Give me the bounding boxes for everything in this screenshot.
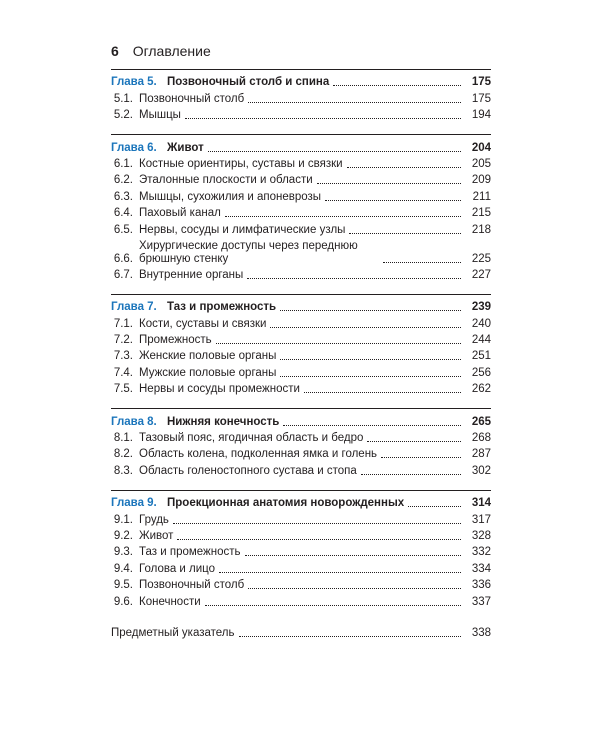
dot-leader (247, 278, 461, 279)
section-title: Промежность (139, 334, 212, 347)
page-number: 215 (471, 207, 491, 220)
dot-leader (216, 343, 461, 344)
section-number: 6.7. (113, 268, 133, 281)
section-title: Хирургические доступы через переднюю брюшную стенку (139, 239, 358, 265)
dot-leader (205, 605, 461, 606)
dot-leader (381, 457, 461, 458)
section-number: 7.2. (113, 334, 133, 347)
section-number: 6.2. (113, 174, 133, 187)
page-number: 225 (471, 252, 491, 265)
page-title: Оглавление (132, 43, 211, 59)
page-number: 265 (471, 415, 491, 428)
dot-leader (325, 200, 461, 201)
section-title: Кости, суставы и связки (139, 317, 267, 330)
section-title: Женские половые органы (139, 350, 277, 363)
section-number: 6.1. (113, 157, 133, 170)
section-entry[interactable] (111, 559, 491, 575)
section-title: Внутренние органы (139, 268, 244, 281)
section-number: 9.4. (113, 562, 133, 575)
chapter-label: Глава 9. (111, 497, 157, 510)
chapter-heading[interactable] (111, 494, 491, 510)
table-of-contents (111, 69, 491, 640)
section-entry[interactable] (111, 347, 491, 363)
section-title: Паховый канал (139, 207, 221, 220)
chapter-block (111, 490, 491, 609)
section-number: 9.5. (113, 579, 133, 592)
chapter-label: Глава 7. (111, 301, 157, 314)
chapter-label: Глава 6. (111, 141, 157, 154)
dot-leader (239, 636, 461, 637)
section-number: 6.5. (113, 223, 133, 236)
section-entry[interactable] (111, 266, 491, 282)
section-entry[interactable] (111, 89, 491, 105)
section-number: 7.4. (113, 366, 133, 379)
section-entry[interactable] (111, 527, 491, 543)
dot-leader (349, 233, 461, 234)
dot-leader (245, 555, 461, 556)
chapter-block (111, 69, 491, 122)
section-title: Нервы и сосуды промежности (139, 383, 300, 396)
dot-leader (333, 85, 461, 86)
dot-leader (317, 183, 461, 184)
section-number: 6.4. (113, 207, 133, 220)
section-number: 9.3. (113, 546, 133, 559)
dot-leader (173, 523, 461, 524)
section-number: 5.1. (113, 92, 133, 105)
page-number: 204 (471, 141, 491, 154)
section-entry[interactable] (111, 380, 491, 396)
dot-leader (280, 310, 461, 311)
section-number: 9.1. (113, 513, 133, 526)
chapter-block (111, 134, 491, 282)
page-number: 6 (111, 43, 119, 59)
chapter-heading[interactable] (111, 298, 491, 314)
page-number: 227 (471, 268, 491, 281)
section-entry[interactable] (111, 576, 491, 592)
page-number: 336 (471, 579, 491, 592)
page-number: 211 (472, 190, 491, 203)
section-number: 5.2. (113, 109, 133, 122)
section-title: Позвоночный столб (139, 92, 245, 105)
dot-leader (280, 359, 461, 360)
page-number: 328 (471, 529, 491, 542)
index-entry[interactable] (111, 621, 491, 640)
page-number: 337 (471, 595, 491, 608)
section-number: 6.6. (113, 252, 133, 265)
chapter-title: Живот (167, 141, 204, 154)
section-number: 8.3. (113, 464, 133, 477)
page-number: 302 (471, 464, 491, 477)
section-entry[interactable] (111, 204, 491, 220)
section-entry[interactable] (111, 461, 491, 477)
section-entry[interactable] (111, 171, 491, 187)
dot-leader (219, 572, 461, 573)
chapter-label: Глава 8. (111, 415, 157, 428)
section-entry[interactable] (111, 237, 491, 266)
page-number: 244 (471, 334, 491, 347)
page-number: 240 (471, 317, 491, 330)
page-number: 175 (471, 92, 491, 105)
section-title: Таз и промежность (139, 546, 241, 559)
section-number: 9.2. (113, 529, 133, 542)
page-number: 317 (471, 513, 491, 526)
dot-leader (248, 588, 461, 589)
section-number: 9.6. (113, 595, 133, 608)
chapter-title: Проекционная анатомия новорожденных (167, 497, 405, 510)
page-number: 268 (471, 432, 491, 445)
dot-leader (177, 539, 461, 540)
dot-leader (347, 167, 461, 168)
chapter-label: Глава 5. (111, 76, 157, 89)
section-title: Голова и лицо (139, 562, 216, 575)
chapter-block (111, 294, 491, 396)
chapter-title: Позвоночный столб и спина (167, 76, 330, 89)
section-title: Мышцы, сухожилия и апоневрозы (139, 190, 322, 203)
dot-leader (225, 216, 461, 217)
section-number: 8.2. (113, 448, 133, 461)
section-entry[interactable] (111, 220, 491, 236)
page-number: 256 (471, 366, 491, 379)
dot-leader (367, 441, 461, 442)
section-number: 7.3. (113, 350, 133, 363)
index-title: Предметный указатель (111, 626, 235, 639)
section-entry[interactable] (111, 592, 491, 608)
section-title: Мужские половые органы (139, 366, 277, 379)
section-number: 7.1. (113, 317, 133, 330)
section-title: Тазовый пояс, ягодичная область и бедро (139, 432, 364, 445)
dot-leader (361, 474, 461, 475)
section-number: 7.5. (113, 383, 133, 396)
chapter-heading[interactable] (111, 138, 491, 154)
section-title: Область колена, подколенная ямка и голень (139, 448, 378, 461)
section-title: Костные ориентиры, суставы и связки (139, 157, 343, 170)
section-entry[interactable] (111, 155, 491, 171)
section-entry[interactable] (111, 363, 491, 379)
page-number: 314 (471, 497, 491, 510)
section-entry[interactable] (111, 429, 491, 445)
chapter-heading[interactable] (111, 73, 491, 89)
chapter-title: Нижняя конечность (167, 415, 280, 428)
page-number: 338 (471, 626, 491, 639)
chapter-block (111, 408, 491, 478)
dot-leader (208, 151, 461, 152)
page-number: 205 (471, 157, 491, 170)
section-entry[interactable] (111, 543, 491, 559)
section-entry[interactable] (111, 314, 491, 330)
page-number: 334 (471, 562, 491, 575)
page-number: 332 (471, 546, 491, 559)
section-number: 8.1. (113, 432, 133, 445)
dot-leader (280, 376, 461, 377)
page-number: 251 (471, 350, 491, 363)
dot-leader (383, 262, 461, 263)
section-title: Живот (139, 529, 174, 542)
section-entry[interactable] (111, 187, 491, 203)
page-header (111, 43, 211, 59)
section-title: Позвоночный столб (139, 579, 245, 592)
page-number: 239 (471, 301, 491, 314)
page-number: 194 (471, 109, 491, 122)
section-title: Эталонные плоскости и области (139, 174, 313, 187)
section-title: Мышцы (139, 109, 181, 122)
page-number: 209 (471, 174, 491, 187)
chapter-heading[interactable] (111, 412, 491, 428)
dot-leader (185, 118, 461, 119)
dot-leader (248, 102, 461, 103)
dot-leader (270, 327, 461, 328)
section-title: Грудь (139, 513, 169, 526)
section-entry[interactable] (111, 510, 491, 526)
page-number: 175 (471, 76, 491, 89)
dot-leader (283, 425, 461, 426)
page-number: 287 (471, 448, 491, 461)
section-title: Область голеностопного сустава и стопа (139, 464, 357, 477)
section-entry[interactable] (111, 106, 491, 122)
section-number: 6.3. (113, 190, 133, 203)
section-title: Нервы, сосуды и лимфатические узлы (139, 223, 346, 236)
chapter-title: Таз и промежность (167, 301, 277, 314)
section-entry[interactable] (111, 331, 491, 347)
section-entry[interactable] (111, 445, 491, 461)
page-number: 218 (471, 223, 491, 236)
section-title: Конечности (139, 595, 201, 608)
dot-leader (304, 392, 461, 393)
dot-leader (408, 506, 461, 507)
page-number: 262 (471, 383, 491, 396)
